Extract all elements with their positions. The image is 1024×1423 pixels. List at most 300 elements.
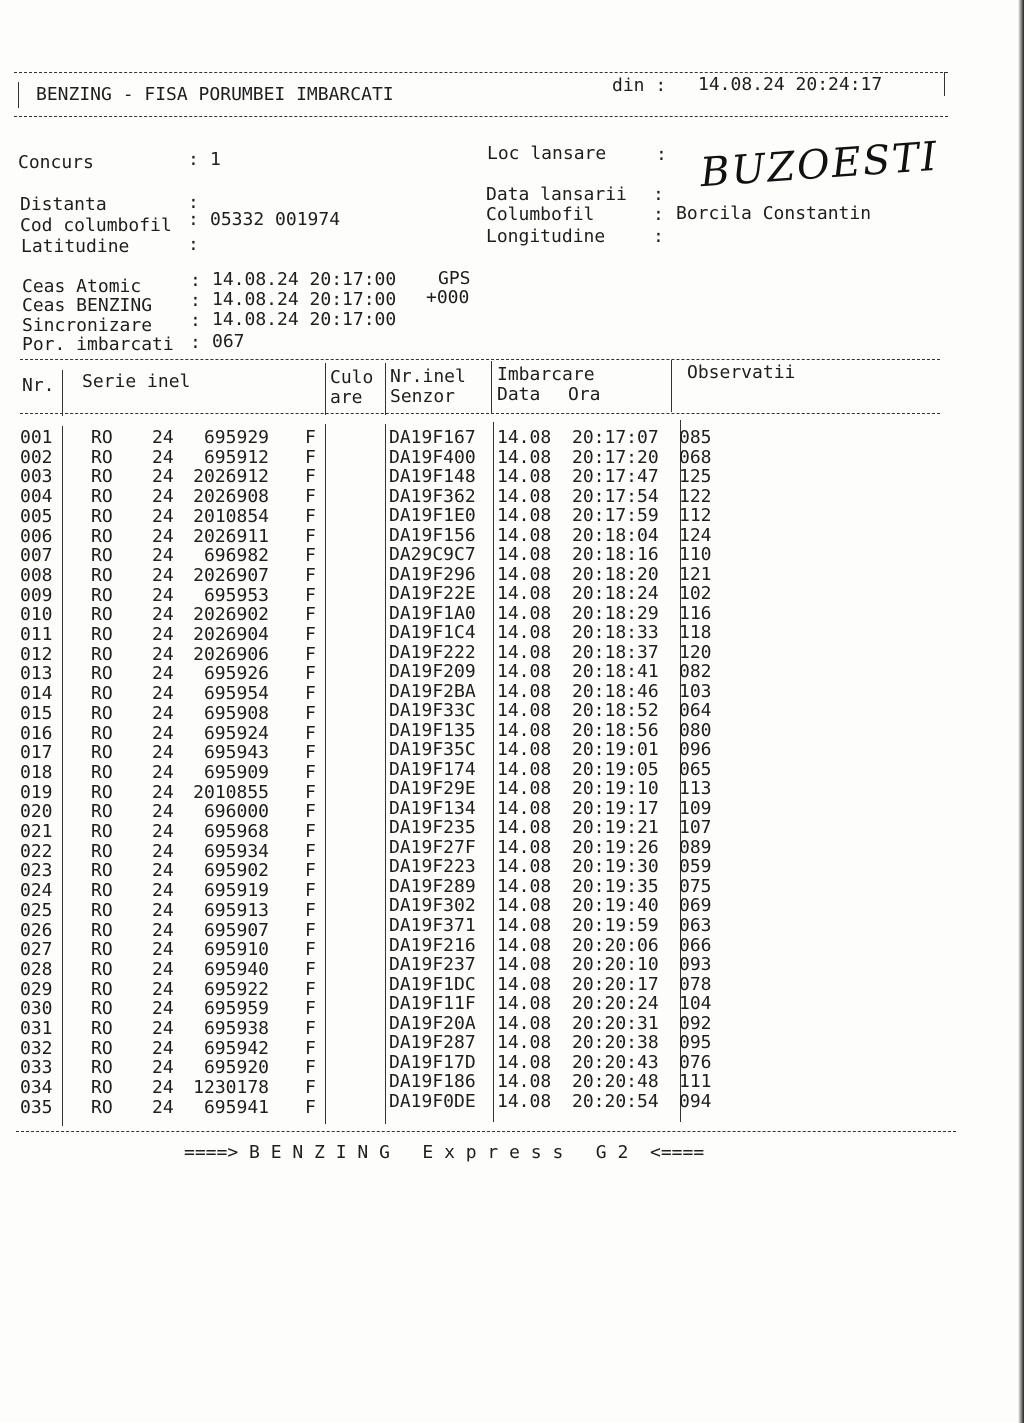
- cell-time: 20:19:26: [572, 836, 659, 858]
- cell-time: 20:19:17: [572, 797, 659, 819]
- colon: :: [190, 290, 201, 311]
- cell-nr: 001: [20, 427, 53, 448]
- cell-year: 24: [152, 742, 174, 764]
- cell-time: 20:18:16: [572, 544, 659, 566]
- cell-time: 20:20:38: [572, 1032, 659, 1054]
- cell-observatii: 064: [679, 700, 712, 722]
- cell-sensor: DA19F1E0: [389, 505, 476, 527]
- col-sep-culo-header: [385, 363, 386, 415]
- cell-year: 24: [152, 998, 174, 1020]
- cell-ring: 695940: [203, 958, 269, 980]
- cell-nr: 004: [20, 486, 53, 508]
- cell-year: 24: [152, 1037, 174, 1059]
- cell-nr: 016: [20, 722, 53, 744]
- cell-time: 20:18:41: [572, 661, 659, 683]
- cell-sensor: DA19F20A: [389, 1012, 476, 1034]
- cell-nr: 007: [20, 545, 53, 567]
- table-bottom-border: [16, 1131, 956, 1132]
- cell-date: 14.08: [497, 993, 552, 1015]
- cell-nr: 026: [20, 919, 53, 941]
- header-right-border: [944, 72, 945, 96]
- cell-sex: F: [305, 860, 316, 882]
- cell-country: RO: [91, 1057, 113, 1079]
- page-edge-shadow: [1018, 0, 1024, 1423]
- cell-date: 14.08: [497, 563, 552, 585]
- cell-sex: F: [305, 840, 316, 862]
- cell-ring: 695907: [203, 919, 269, 941]
- cell-year: 24: [152, 1077, 174, 1099]
- cell-sex: F: [305, 919, 316, 941]
- cell-sensor: DA19F223: [389, 856, 476, 878]
- cell-country: RO: [91, 427, 113, 448]
- cell-country: RO: [91, 899, 113, 921]
- cell-sex: F: [305, 525, 316, 547]
- cell-date: 14.08: [497, 1032, 552, 1054]
- cell-country: RO: [91, 801, 113, 823]
- cell-observatii: 063: [679, 915, 712, 936]
- cell-ring: 695943: [203, 742, 269, 764]
- header-observatii: Observatii: [687, 362, 796, 383]
- cell-time: 20:19:05: [572, 758, 659, 780]
- cell-observatii: 059: [679, 856, 712, 878]
- cell-date: 14.08: [497, 641, 552, 663]
- cell-year: 24: [152, 446, 174, 468]
- cell-observatii: 107: [679, 817, 712, 839]
- cell-date: 14.08: [497, 856, 552, 878]
- cell-nr: 014: [20, 683, 53, 705]
- cell-year: 24: [152, 643, 174, 665]
- longitudine-label: Longitudine: [486, 226, 606, 247]
- cell-date: 14.08: [497, 680, 552, 702]
- cell-observatii: 109: [679, 797, 712, 819]
- cell-date: 14.08: [497, 446, 552, 468]
- cell-ring: 2026907: [193, 564, 269, 586]
- cell-sensor: DA19F222: [389, 641, 476, 663]
- header-nr-inel: Nr.inel: [390, 366, 466, 387]
- cell-sex: F: [305, 545, 316, 567]
- cell-sensor: DA19F302: [389, 895, 476, 917]
- cell-time: 20:20:48: [572, 1071, 659, 1093]
- cell-year: 24: [152, 958, 174, 980]
- cell-observatii: 092: [679, 1012, 712, 1034]
- cell-year: 24: [152, 466, 174, 488]
- cell-year: 24: [152, 840, 174, 862]
- cell-country: RO: [91, 702, 113, 724]
- cell-country: RO: [91, 1018, 113, 1039]
- cell-time: 20:20:10: [572, 954, 659, 976]
- cell-country: RO: [91, 840, 113, 862]
- cell-ring: 695938: [203, 1018, 269, 1039]
- table-row: [0, 1090, 760, 1118]
- col-sep-serie-header: [325, 363, 326, 415]
- cell-country: RO: [91, 683, 113, 705]
- cell-ring: 696000: [203, 801, 269, 823]
- cell-sex: F: [305, 939, 316, 961]
- cell-sex: F: [305, 1096, 316, 1118]
- cell-year: 24: [152, 919, 174, 941]
- colon: :: [190, 332, 201, 353]
- cell-sensor: DA19F148: [389, 466, 476, 488]
- cell-ring: 695910: [203, 939, 269, 961]
- cell-time: 20:20:43: [572, 1051, 659, 1073]
- cell-time: 20:17:59: [572, 505, 659, 527]
- cell-time: 20:19:01: [572, 739, 659, 761]
- cell-ring: 695902: [203, 860, 269, 882]
- header-bottom-border: [14, 116, 948, 117]
- din-label: din :: [612, 75, 667, 96]
- cell-observatii: 082: [679, 661, 712, 683]
- cell-time: 20:18:37: [572, 641, 659, 663]
- cell-sex: F: [305, 624, 316, 645]
- cell-sex: F: [305, 821, 316, 842]
- cell-ring: 2010855: [193, 781, 269, 803]
- header-are: are: [330, 387, 363, 408]
- cell-sex: F: [305, 722, 316, 744]
- cell-time: 20:18:20: [572, 563, 659, 585]
- cell-observatii: 120: [679, 641, 712, 663]
- cell-country: RO: [91, 663, 113, 685]
- cell-year: 24: [152, 486, 174, 508]
- table-row: [0, 428, 760, 448]
- cell-ring: 2026906: [193, 643, 269, 665]
- cell-observatii: 096: [679, 739, 712, 761]
- din-timestamp: 14.08.24 20:24:17: [698, 74, 883, 95]
- cell-observatii: 121: [679, 563, 712, 585]
- cell-nr: 012: [20, 643, 53, 665]
- cell-date: 14.08: [497, 622, 552, 644]
- cell-ring: 2026902: [193, 604, 269, 626]
- colon: :: [653, 184, 664, 205]
- cell-year: 24: [152, 683, 174, 705]
- cell-nr: 005: [20, 505, 53, 527]
- cell-country: RO: [91, 821, 113, 842]
- ceas-atomic-label: Ceas Atomic: [22, 276, 142, 297]
- cell-ring: 1230178: [193, 1077, 269, 1099]
- cell-country: RO: [91, 624, 113, 645]
- cell-date: 14.08: [497, 466, 552, 488]
- cell-sex: F: [305, 801, 316, 823]
- cell-sex: F: [305, 683, 316, 705]
- cell-country: RO: [91, 564, 113, 586]
- cell-sensor: DA19F17D: [389, 1051, 476, 1073]
- cell-date: 14.08: [497, 817, 552, 839]
- colon: :: [188, 149, 210, 170]
- cell-year: 24: [152, 939, 174, 961]
- cell-country: RO: [91, 486, 113, 508]
- colon: :: [653, 204, 664, 225]
- cell-sensor: DA19F11F: [389, 993, 476, 1015]
- header-ora: Ora: [568, 384, 601, 405]
- cell-country: RO: [91, 998, 113, 1020]
- cell-observatii: 085: [679, 427, 712, 448]
- cell-sensor: DA19F135: [389, 719, 476, 741]
- cell-country: RO: [91, 643, 113, 665]
- cell-ring: 695941: [203, 1096, 269, 1118]
- cell-date: 14.08: [497, 934, 552, 956]
- cell-ring: 695922: [203, 978, 269, 1000]
- cell-observatii: 116: [679, 602, 712, 624]
- col-sep-nr-header: [62, 370, 63, 416]
- cell-observatii: 118: [679, 622, 712, 644]
- cell-country: RO: [91, 1096, 113, 1118]
- cell-sensor: DA19F362: [389, 485, 476, 507]
- cell-year: 24: [152, 801, 174, 823]
- cell-sex: F: [305, 781, 316, 803]
- cell-observatii: 069: [679, 895, 712, 917]
- cell-sex: F: [305, 584, 316, 606]
- cell-sensor: DA19F35C: [389, 739, 476, 761]
- cell-time: 20:17:54: [572, 485, 659, 507]
- cell-time: 20:17:47: [572, 466, 659, 488]
- cell-sex: F: [305, 958, 316, 980]
- cell-nr: 025: [20, 899, 53, 921]
- cell-time: 20:18:24: [572, 583, 659, 605]
- cell-date: 14.08: [497, 427, 552, 448]
- cell-date: 14.08: [497, 915, 552, 936]
- cell-ring: 695934: [203, 840, 269, 862]
- cell-sensor: DA19F0DE: [389, 1090, 476, 1112]
- cell-time: 20:17:07: [572, 427, 659, 448]
- cell-sex: F: [305, 978, 316, 1000]
- table-row: [0, 507, 760, 527]
- cell-sex: F: [305, 1057, 316, 1079]
- cell-ring: 695959: [203, 998, 269, 1020]
- cell-sensor: DA19F134: [389, 797, 476, 819]
- cell-ring: 2010854: [193, 505, 269, 527]
- cell-year: 24: [152, 427, 174, 448]
- cell-ring: 2026912: [193, 466, 269, 488]
- cell-sex: F: [305, 742, 316, 764]
- header-nr: Nr.: [22, 375, 55, 396]
- cell-sensor: DA19F186: [389, 1071, 476, 1093]
- cell-country: RO: [91, 958, 113, 980]
- table-row: [0, 467, 760, 487]
- cell-sex: F: [305, 505, 316, 527]
- cell-nr: 023: [20, 860, 53, 882]
- concurs-value: 1: [210, 149, 221, 170]
- cell-sensor: DA19F235: [389, 817, 476, 839]
- cell-country: RO: [91, 939, 113, 961]
- header-data: Data: [497, 384, 541, 405]
- cell-year: 24: [152, 545, 174, 567]
- cell-year: 24: [152, 663, 174, 685]
- cell-sensor: DA19F1DC: [389, 973, 476, 995]
- cell-country: RO: [91, 604, 113, 626]
- cell-sensor: DA19F289: [389, 875, 476, 897]
- cell-sex: F: [305, 446, 316, 468]
- cell-time: 20:18:29: [572, 602, 659, 624]
- cell-date: 14.08: [497, 583, 552, 605]
- cell-year: 24: [152, 1096, 174, 1118]
- cell-time: 20:17:20: [572, 446, 659, 468]
- cell-country: RO: [91, 860, 113, 882]
- cell-sensor: DA19F1C4: [389, 622, 476, 644]
- cell-nr: 010: [20, 604, 53, 626]
- cell-time: 20:19:30: [572, 856, 659, 878]
- cell-nr: 028: [20, 958, 53, 980]
- cell-date: 14.08: [497, 739, 552, 761]
- cell-sex: F: [305, 564, 316, 586]
- header-culo: Culo: [330, 367, 374, 388]
- cell-country: RO: [91, 584, 113, 606]
- por-imbarcati-label: Por. imbarcati: [22, 334, 174, 355]
- cell-observatii: 104: [679, 993, 712, 1015]
- cell-year: 24: [152, 761, 174, 783]
- cell-observatii: 065: [679, 758, 712, 780]
- cell-sensor: DA19F400: [389, 446, 476, 468]
- ceas-benzing-value: 14.08.24 20:17:00: [212, 289, 397, 310]
- document-title: BENZING - FISA PORUMBEI IMBARCATI: [36, 84, 394, 105]
- cell-sex: F: [305, 466, 316, 488]
- cell-observatii: 095: [679, 1032, 712, 1054]
- cell-country: RO: [91, 525, 113, 547]
- cell-country: RO: [91, 1037, 113, 1059]
- col-sep-senzor-header: [491, 361, 492, 413]
- distanta-label: Distanta: [20, 194, 107, 215]
- cell-sensor: DA19F22E: [389, 583, 476, 605]
- cell-date: 14.08: [497, 1051, 552, 1073]
- cell-year: 24: [152, 525, 174, 547]
- cell-nr: 022: [20, 840, 53, 862]
- cell-observatii: 112: [679, 505, 712, 527]
- cell-year: 24: [152, 505, 174, 527]
- cell-time: 20:18:04: [572, 524, 659, 546]
- cell-nr: 029: [20, 978, 53, 1000]
- cell-year: 24: [152, 1057, 174, 1079]
- cell-time: 20:19:59: [572, 915, 659, 936]
- cell-ring: 695953: [203, 584, 269, 606]
- cell-observatii: 122: [679, 485, 712, 507]
- cell-year: 24: [152, 860, 174, 882]
- cell-observatii: 089: [679, 836, 712, 858]
- cell-sensor: DA29C9C7: [389, 544, 476, 566]
- cell-observatii: 080: [679, 719, 712, 741]
- cell-sensor: DA19F1A0: [389, 602, 476, 624]
- cell-time: 20:20:06: [572, 934, 659, 956]
- cell-nr: 030: [20, 998, 53, 1020]
- colon: :: [653, 226, 664, 247]
- cell-time: 20:20:54: [572, 1090, 659, 1112]
- cell-nr: 027: [20, 939, 53, 961]
- cell-ring: 695920: [203, 1057, 269, 1079]
- cell-time: 20:20:17: [572, 973, 659, 995]
- cell-observatii: 113: [679, 778, 712, 800]
- cell-date: 14.08: [497, 524, 552, 546]
- cell-ring: 695909: [203, 761, 269, 783]
- cell-observatii: 078: [679, 973, 712, 995]
- cell-time: 20:20:31: [572, 1012, 659, 1034]
- cell-date: 14.08: [497, 505, 552, 527]
- cell-sensor: DA19F371: [389, 915, 476, 936]
- cell-time: 20:18:56: [572, 719, 659, 741]
- cell-sex: F: [305, 604, 316, 626]
- cell-sensor: DA19F209: [389, 661, 476, 683]
- colon: :: [190, 310, 201, 331]
- cell-time: 20:18:52: [572, 700, 659, 722]
- cell-sensor: DA19F216: [389, 934, 476, 956]
- cell-date: 14.08: [497, 973, 552, 995]
- cell-nr: 032: [20, 1037, 53, 1059]
- table-header-top-border: [20, 359, 940, 360]
- cell-observatii: 110: [679, 544, 712, 566]
- cell-date: 14.08: [497, 1071, 552, 1093]
- cell-ring: 695912: [203, 446, 269, 468]
- cell-date: 14.08: [497, 544, 552, 566]
- cell-observatii: 125: [679, 466, 712, 488]
- cell-date: 14.08: [497, 797, 552, 819]
- cell-nr: 024: [20, 880, 53, 902]
- cell-ring: 695968: [203, 821, 269, 842]
- cell-nr: 021: [20, 821, 53, 842]
- cell-sensor: DA19F287: [389, 1032, 476, 1054]
- latitudine-label: Latitudine: [21, 236, 130, 257]
- cell-year: 24: [152, 781, 174, 803]
- cell-time: 20:19:10: [572, 778, 659, 800]
- cell-year: 24: [152, 722, 174, 744]
- cell-country: RO: [91, 545, 113, 567]
- cell-sex: F: [305, 1077, 316, 1099]
- cell-country: RO: [91, 742, 113, 764]
- cell-sensor: DA19F2BA: [389, 680, 476, 702]
- cell-ring: 2026904: [193, 624, 269, 645]
- cell-country: RO: [91, 880, 113, 902]
- cell-sex: F: [305, 1037, 316, 1059]
- cod-columbofil-label: Cod columbofil: [20, 215, 172, 236]
- cell-ring: 695954: [203, 683, 269, 705]
- cell-observatii: 124: [679, 524, 712, 546]
- cell-sex: F: [305, 643, 316, 665]
- cell-ring: 695929: [203, 427, 269, 448]
- cell-date: 14.08: [497, 758, 552, 780]
- cell-nr: 017: [20, 742, 53, 764]
- cell-ring: 695924: [203, 722, 269, 744]
- cell-year: 24: [152, 604, 174, 626]
- por-imbarcati-value: 067: [212, 331, 245, 352]
- header-senzor: Senzor: [390, 386, 456, 407]
- cell-time: 20:19:21: [572, 817, 659, 839]
- cell-ring: 696982: [203, 545, 269, 567]
- footer-text: ====> B E N Z I N G E x p r e s s G 2 <====: [184, 1142, 705, 1163]
- ceas-benzing-suffix: +000: [426, 287, 470, 308]
- cell-sex: F: [305, 486, 316, 508]
- cell-ring: 2026911: [193, 525, 269, 547]
- cell-nr: 011: [20, 624, 53, 645]
- cell-sex: F: [305, 998, 316, 1020]
- cell-time: 20:19:35: [572, 875, 659, 897]
- cell-sex: F: [305, 663, 316, 685]
- cell-observatii: 102: [679, 583, 712, 605]
- cell-date: 14.08: [497, 700, 552, 722]
- cell-nr: 034: [20, 1077, 53, 1099]
- cell-country: RO: [91, 446, 113, 468]
- cell-nr: 015: [20, 702, 53, 724]
- cell-observatii: 094: [679, 1090, 712, 1112]
- cell-date: 14.08: [497, 1012, 552, 1034]
- loc-lansare-label: Loc lansare: [487, 143, 607, 164]
- header-top-border: [14, 72, 948, 73]
- cell-date: 14.08: [497, 954, 552, 976]
- table-header-bottom-border: [20, 413, 940, 414]
- ceas-atomic-value: 14.08.24 20:17:00: [212, 269, 397, 290]
- cell-date: 14.08: [497, 875, 552, 897]
- cell-nr: 031: [20, 1018, 53, 1039]
- cell-year: 24: [152, 584, 174, 606]
- cell-nr: 018: [20, 761, 53, 783]
- cell-year: 24: [152, 821, 174, 842]
- cell-date: 14.08: [497, 1090, 552, 1112]
- cell-sex: F: [305, 880, 316, 902]
- cell-ring: 2026908: [193, 486, 269, 508]
